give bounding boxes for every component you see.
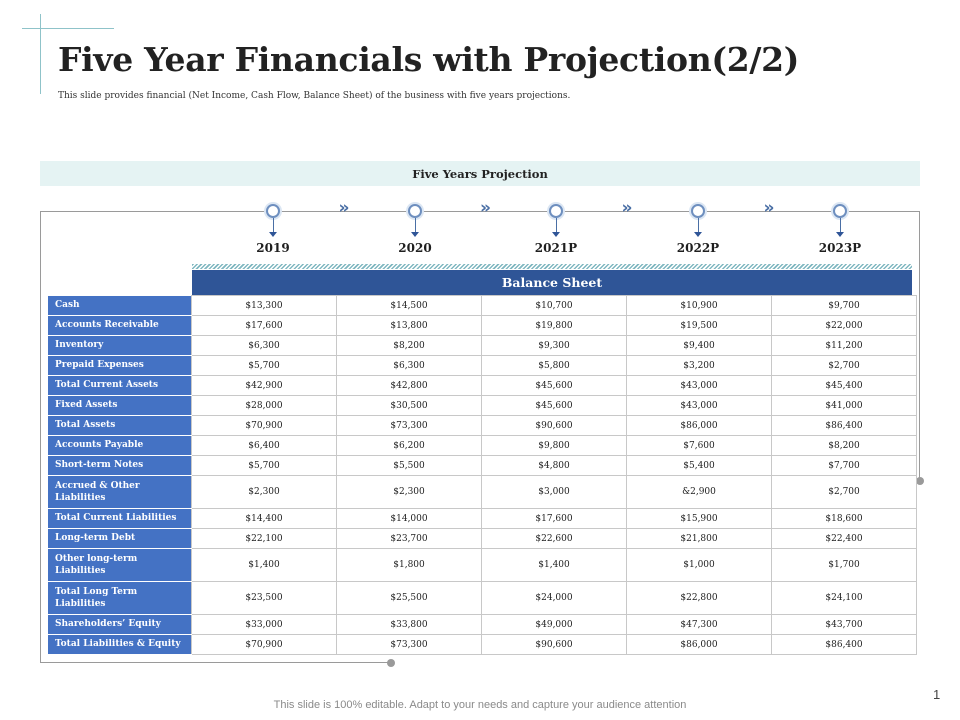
- table-cell: $4,800: [482, 456, 627, 476]
- row-label: Total Long Term Liabilities: [48, 582, 192, 615]
- table-cell: $24,000: [482, 582, 627, 615]
- frame-left-line: [40, 211, 41, 663]
- double-chevron-right-icon: »: [480, 198, 491, 218]
- table-row: [48, 549, 917, 582]
- table-cell: $24,100: [772, 582, 917, 615]
- slide-subtitle: This slide provides financial (Net Income, Cash Flow, Balance Sheet) of the business with five years projections.: [58, 91, 571, 101]
- frame-bottom-line: [40, 662, 392, 663]
- table-cell: $14,400: [192, 509, 337, 529]
- table-cell: $1,700: [772, 549, 917, 582]
- table-row: [48, 529, 917, 549]
- table-cell: $7,700: [772, 456, 917, 476]
- table-row: [48, 316, 917, 336]
- table-cell: $43,000: [627, 376, 772, 396]
- table-cell: $7,600: [627, 436, 772, 456]
- table-row: [48, 509, 917, 529]
- table-cell: $86,000: [627, 416, 772, 436]
- table-cell: $5,800: [482, 356, 627, 376]
- timeline-node: [549, 204, 563, 218]
- table-row: [48, 356, 917, 376]
- table-cell: $73,300: [337, 635, 482, 655]
- table-cell: $22,600: [482, 529, 627, 549]
- table-cell: $19,500: [627, 316, 772, 336]
- timeline-node-stem: [840, 218, 841, 233]
- table-cell: $5,400: [627, 456, 772, 476]
- timeline-node: [833, 204, 847, 218]
- table-cell: $86,400: [772, 416, 917, 436]
- hatch-divider: [192, 264, 912, 269]
- table-cell: $6,200: [337, 436, 482, 456]
- arrow-down-icon: [269, 232, 277, 237]
- table-cell: $1,800: [337, 549, 482, 582]
- double-chevron-right-icon: »: [338, 198, 350, 218]
- table-row: [48, 416, 917, 436]
- table-cell: $43,000: [627, 396, 772, 416]
- timeline-year-label: 2021P: [534, 241, 578, 255]
- table-row: [48, 476, 917, 509]
- table-cell: $45,600: [482, 396, 627, 416]
- timeline-year-label: 2020: [398, 241, 432, 255]
- slide-title: Five Year Financials with Projection(2/2): [58, 40, 800, 79]
- frame-end-dot-bottom: [387, 659, 395, 667]
- double-chevron-right-icon: »: [763, 198, 775, 218]
- table-cell: $42,800: [337, 376, 482, 396]
- table-cell: $17,600: [192, 316, 337, 336]
- table-cell: $9,800: [482, 436, 627, 456]
- timeline-node-stem: [273, 218, 274, 233]
- table-cell: $33,800: [337, 615, 482, 635]
- table-row: [48, 376, 917, 396]
- table-cell: $13,300: [192, 296, 337, 316]
- row-label: Cash: [48, 296, 192, 316]
- table-cell: $14,500: [337, 296, 482, 316]
- row-label: Accounts Payable: [48, 436, 192, 456]
- table-cell: $22,000: [772, 316, 917, 336]
- table-cell: $45,600: [482, 376, 627, 396]
- table-cell: $21,800: [627, 529, 772, 549]
- table-cell: $70,900: [192, 635, 337, 655]
- row-label: Fixed Assets: [48, 396, 192, 416]
- table-cell: $28,000: [192, 396, 337, 416]
- table-cell: $3,000: [482, 476, 627, 509]
- arrow-down-icon: [694, 232, 702, 237]
- table-cell: $90,600: [482, 635, 627, 655]
- table-row: [48, 296, 917, 316]
- table-cell: $22,400: [772, 529, 917, 549]
- row-label: Long-term Debt: [48, 529, 192, 549]
- table-cell: $6,400: [192, 436, 337, 456]
- table-cell: $42,900: [192, 376, 337, 396]
- frame-right-line: [919, 211, 920, 481]
- table-cell: $9,300: [482, 336, 627, 356]
- table-cell: $90,600: [482, 416, 627, 436]
- table-cell: $47,300: [627, 615, 772, 635]
- table-cell: $19,800: [482, 316, 627, 336]
- table-cell: $49,000: [482, 615, 627, 635]
- table-cell: $86,000: [627, 635, 772, 655]
- balance-sheet-header: Balance Sheet: [192, 270, 912, 295]
- table-cell: $70,900: [192, 416, 337, 436]
- table-cell: $43,700: [772, 615, 917, 635]
- double-chevron-right-icon: »: [621, 198, 633, 218]
- table-cell: $18,600: [772, 509, 917, 529]
- row-label: Accounts Receivable: [48, 316, 192, 336]
- timeline-node: [408, 204, 422, 218]
- table-row: [48, 635, 917, 655]
- table-row: [48, 396, 917, 416]
- timeline-node-stem: [415, 218, 416, 233]
- table-cell: $33,000: [192, 615, 337, 635]
- row-label: Other long-term Liabilities: [48, 549, 192, 582]
- row-label: Inventory: [48, 336, 192, 356]
- timeline-year-label: 2022P: [676, 241, 720, 255]
- row-label: Total Liabilities & Equity: [48, 635, 192, 655]
- page-number: 1: [933, 687, 941, 702]
- row-label: Accrued & Other Liabilities: [48, 476, 192, 509]
- table-cell: $22,100: [192, 529, 337, 549]
- table-cell: $73,300: [337, 416, 482, 436]
- table-cell: $2,700: [772, 356, 917, 376]
- table-row: [48, 336, 917, 356]
- table-cell: $1,400: [482, 549, 627, 582]
- table-row: [48, 582, 917, 615]
- timeline-node-stem: [556, 218, 557, 233]
- row-label: Prepaid Expenses: [48, 356, 192, 376]
- table-row: [48, 436, 917, 456]
- table-cell: $15,900: [627, 509, 772, 529]
- timeline-year-label: 2023P: [818, 241, 862, 255]
- table-cell: $13,800: [337, 316, 482, 336]
- row-label: Total Current Assets: [48, 376, 192, 396]
- table-cell: $3,200: [627, 356, 772, 376]
- table-cell: $5,700: [192, 356, 337, 376]
- projection-band: Five Years Projection: [40, 161, 920, 186]
- table-cell: $11,200: [772, 336, 917, 356]
- table-cell: $5,700: [192, 456, 337, 476]
- timeline-year-label: 2019: [256, 241, 290, 255]
- timeline-node-stem: [698, 218, 699, 233]
- table-cell: $8,200: [772, 436, 917, 456]
- table-cell: $6,300: [337, 356, 482, 376]
- table-cell: $2,300: [192, 476, 337, 509]
- arrow-down-icon: [552, 232, 560, 237]
- table-cell: $17,600: [482, 509, 627, 529]
- table-cell: $9,400: [627, 336, 772, 356]
- balance-sheet-table: [47, 295, 917, 655]
- row-label: Short-term Notes: [48, 456, 192, 476]
- table-row: [48, 456, 917, 476]
- timeline-node: [266, 204, 280, 218]
- table-cell: $23,500: [192, 582, 337, 615]
- arrow-down-icon: [411, 232, 419, 237]
- table-cell: $25,500: [337, 582, 482, 615]
- table-cell: $5,500: [337, 456, 482, 476]
- table-cell: $1,000: [627, 549, 772, 582]
- decor-vertical-line: [40, 14, 41, 94]
- table-row: [48, 615, 917, 635]
- table-cell: $14,000: [337, 509, 482, 529]
- row-label: Total Assets: [48, 416, 192, 436]
- table-cell: $41,000: [772, 396, 917, 416]
- table-cell: $10,900: [627, 296, 772, 316]
- table-cell: $45,400: [772, 376, 917, 396]
- row-label: Total Current Liabilities: [48, 509, 192, 529]
- table-cell: $86,400: [772, 635, 917, 655]
- table-cell: $10,700: [482, 296, 627, 316]
- table-cell: $8,200: [337, 336, 482, 356]
- footer-note: This slide is 100% editable. Adapt to your needs and capture your audience attention: [273, 699, 687, 711]
- table-cell: $23,700: [337, 529, 482, 549]
- table-cell: $30,500: [337, 396, 482, 416]
- row-label: Shareholders’ Equity: [48, 615, 192, 635]
- timeline-node: [691, 204, 705, 218]
- decor-horizontal-line: [22, 28, 114, 29]
- table-cell: $2,700: [772, 476, 917, 509]
- table-cell: &2,900: [627, 476, 772, 509]
- arrow-down-icon: [836, 232, 844, 237]
- table-cell: $6,300: [192, 336, 337, 356]
- table-cell: $9,700: [772, 296, 917, 316]
- table-cell: $1,400: [192, 549, 337, 582]
- frame-end-dot-right: [916, 477, 924, 485]
- table-cell: $2,300: [337, 476, 482, 509]
- table-cell: $22,800: [627, 582, 772, 615]
